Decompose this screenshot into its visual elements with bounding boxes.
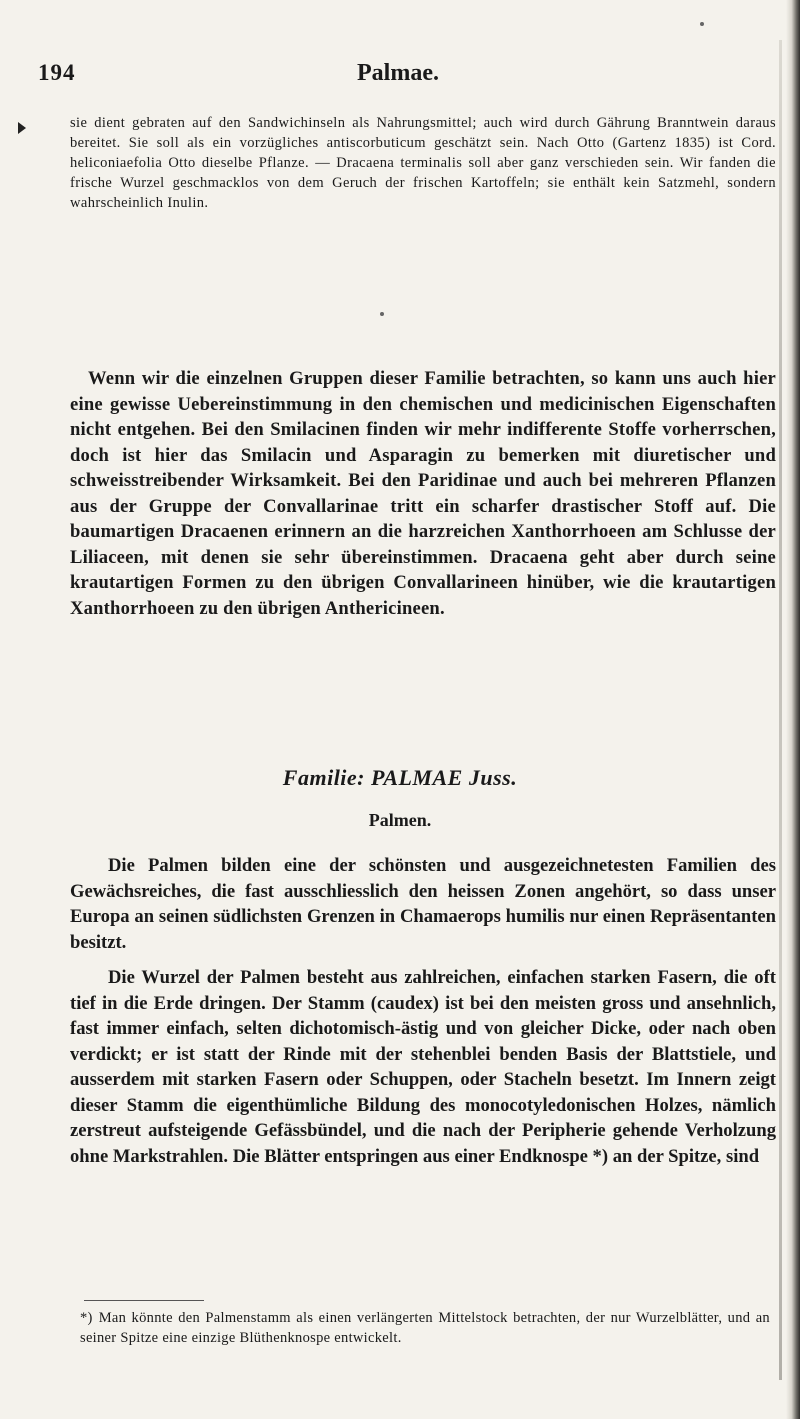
group-summary xyxy=(70,366,776,621)
page-edge-shadow xyxy=(786,0,800,1419)
family-common-name: Palmen. xyxy=(368,810,432,830)
margin-pointer-icon xyxy=(18,122,26,134)
footnote-text: Man könnte den Palmenstamm als einen verlängerten Mittelstock betrachten, der nur Wurzelblätter, und an seiner Spitze eine einzige Blüthenknospe entwickelt. xyxy=(80,1310,770,1346)
footnote-marker: *) xyxy=(80,1310,93,1326)
footnote xyxy=(80,1308,770,1348)
footnote-rule xyxy=(84,1300,204,1301)
body-paragraph: Die Palmen bilden eine der schönsten und ausgezeichnetesten Familien des Gewächsreiches, die fast ausschliesslich den heissen Zonen angehört, so dass unser Europa an seinen südlichsten Grenzen in Chamaerops humilis nur einen Repräsentanten besitzt. xyxy=(70,855,776,953)
running-title: Palmae. xyxy=(357,60,439,86)
ink-speck xyxy=(700,22,704,26)
page-fold-line xyxy=(779,40,782,1380)
previous-section-text: sie dient gebraten auf den Sandwichinseln als Nahrungsmittel; auch wird durch Gährung Branntwein daraus bereitet. Sie soll als ein vorzügliches antiscorbuticum geschätzt sein. Nach Otto (Gartenz 1835) ist Cord. heliconiaefolia Otto dieselbe Pflanze. — Dracaena terminalis soll aber ganz verschieden sein. Wir fanden die frische Wurzel geschmacklos von dem Geruch der frischen Kartoffeln; sie enthält kein Satzmehl, sondern wahrscheinlich Inulin. xyxy=(70,115,776,211)
page-number: 194 xyxy=(38,60,76,85)
family-description xyxy=(70,853,776,1179)
ink-speck xyxy=(380,312,384,316)
page-header xyxy=(38,60,738,90)
summary-paragraph: Wenn wir die einzelnen Gruppen dieser Familie betrachten, so kann uns auch hier eine gewisse Uebereinstimmung in den chemischen und medicinischen Eigenschaften nicht entgehen. Bei den Smilacinen finden wir mehr indifferente Stoffe vorherrschen, doch ist hier das Smilacin und Asparagin zu bemerken mit diuretischer und schweisstreibender Wirksamkeit. Bei den Paridinae und auch bei mehreren Pflanzen aus der Gruppe der Convallarinae tritt ein scharfer drastischer Stoff auf. Die baumartigen Dracaenen erinnern an die harzreichen Xanthorrhoeen am Schlusse der Liliaceen, mit denen sie sehr übereinstimmen. Dracaena geht aber durch seine krautartigen Formen zu den übrigen Convallarineen hinüber, wie die krautartigen Xanthorrhoeen zu den übrigen Anthericineen. xyxy=(70,368,776,619)
family-heading: Familie: PALMAE Juss. xyxy=(282,765,518,790)
body-paragraph: Die Wurzel der Palmen besteht aus zahlreichen, einfachen starken Fasern, die oft tief in die Erde dringen. Der Stamm (caudex) ist bei den meisten gross und ansehnlich, fast immer einfach, selten dichotomisch-ästig und von gleicher Dicke, oder nach oben verdickt; er ist statt der Rinde mit der stehenblei benden Basis der Blattstiele, und ausserdem mit starken Fasern oder Schuppen, oder Stacheln besetzt. Im Innern zeigt dieser Stamm die eigenthümliche Bildung des monocotyledonischen Holzes, nämlich zerstreut aufsteigende Gefässbündel, und die nach der Peripherie gehende Verholzung ohne Markstrahlen. Die Blätter entspringen aus einer Endknospe *) an der Spitze, sind xyxy=(70,967,776,1167)
